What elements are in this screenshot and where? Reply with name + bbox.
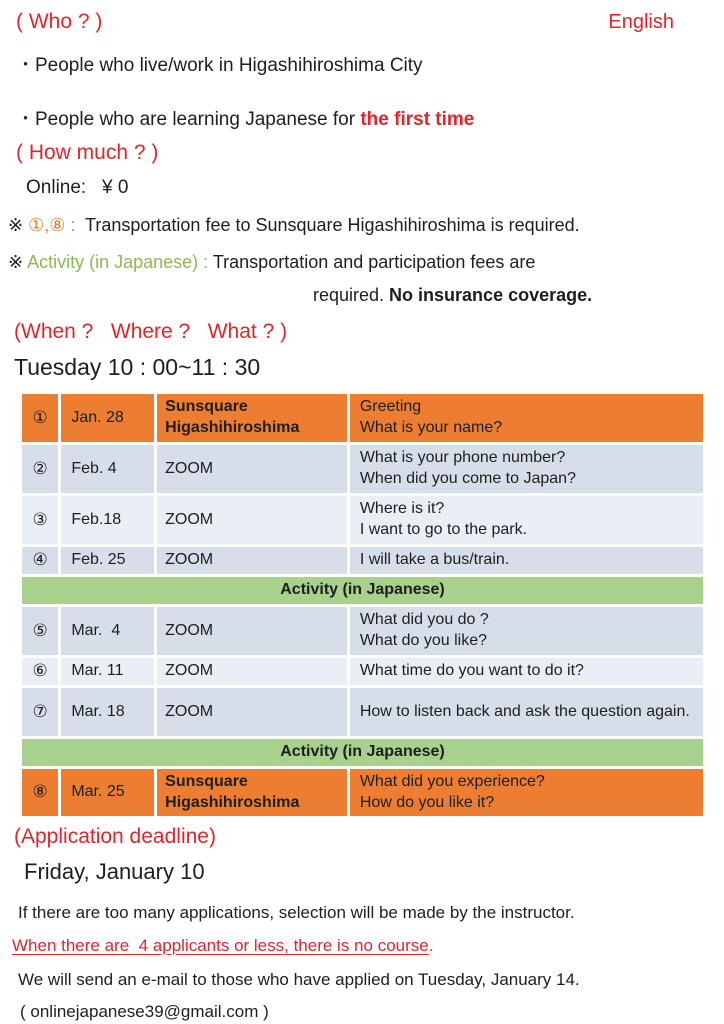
topic-line: What did you experience?	[359, 772, 545, 790]
session-location: Sunsquare Higashihiroshima	[157, 769, 347, 816]
session-number: ⑦	[22, 688, 58, 736]
session-topic	[350, 658, 703, 685]
session-topic	[350, 547, 703, 574]
session-topic	[350, 688, 703, 736]
note-activity-fee-continued	[0, 284, 724, 307]
topic-line: What do you like?	[359, 632, 488, 649]
session-date: Mar. 18	[61, 688, 154, 736]
session-date: Jan. 28	[61, 394, 154, 442]
when-where-what-heading: (When ? Where ? What ? )	[14, 320, 288, 343]
top-row	[0, 10, 724, 34]
session-location: Sunsquare Higashihiroshima	[157, 394, 347, 442]
table-row-session-4	[22, 547, 703, 574]
session-number: ②	[22, 445, 58, 493]
no-insurance-note: No insurance coverage.	[389, 285, 593, 305]
table-row-session-7	[22, 688, 703, 736]
session-date: Feb. 4	[61, 445, 154, 493]
audience-bullet-beginners	[0, 108, 724, 132]
period: .	[428, 936, 434, 955]
activity-band-row	[22, 577, 703, 604]
schedule-table	[19, 391, 706, 819]
session-date: Mar. 25	[61, 769, 154, 816]
session-number: ⑤	[22, 607, 58, 655]
topic-line: How to listen back and ask the question again.	[359, 702, 690, 720]
topic-line: What is your phone number?	[359, 449, 566, 467]
topic-line: I want to go to the park.	[359, 521, 528, 538]
session-topic	[350, 445, 703, 493]
topic-line: What did you do ?	[359, 611, 489, 629]
table-row-session-6	[22, 658, 703, 685]
session-date: Mar. 11	[61, 658, 154, 685]
email-notification-note: We will send an e-mail to those who have applied on Tuesday, January 14.	[18, 970, 580, 989]
reference-mark: ※	[8, 215, 29, 235]
activity-band-row	[22, 739, 703, 766]
note-activity-fee	[0, 251, 724, 274]
session-location: ZOOM	[157, 445, 347, 493]
activity-label: Activity (in Japanese)	[22, 577, 703, 604]
session-number: ④	[22, 547, 58, 574]
note-transportation-fee	[0, 214, 724, 237]
audience-bullet-residents: ・People who live/work in Higashihiroshima City	[16, 55, 423, 76]
session-topic	[350, 496, 703, 544]
underlined-warning: When there are 4 applicants or less, there is no course	[12, 936, 429, 955]
session-number: ③	[22, 496, 58, 544]
first-time-highlight: the first time	[360, 109, 475, 130]
contact-email: ( onlinejapanese39@gmail.com )	[20, 1002, 269, 1021]
topic-line: Where is it?	[359, 500, 445, 518]
table-row-session-1	[22, 394, 703, 442]
note-text: Transportation and participation fees are	[212, 252, 536, 272]
session-number: ⑥	[22, 658, 58, 685]
topic-line: What is your name?	[359, 419, 503, 436]
session-location: ZOOM	[157, 688, 347, 736]
table-row-session-5	[22, 607, 703, 655]
note-text: Transportation fee to Sunsquare Higashihiroshima is required.	[80, 215, 580, 235]
reference-mark: ※	[8, 252, 28, 272]
bullet-text: ・People who are learning Japanese for	[16, 109, 361, 130]
selection-note: If there are too many applications, selection will be made by the instructor.	[18, 903, 575, 922]
application-deadline-heading: (Application deadline)	[14, 825, 216, 848]
topic-line: How do you like it?	[359, 793, 495, 811]
topic-line: What time do you want to do it?	[359, 662, 584, 680]
session-topic	[350, 394, 703, 442]
session-topic	[350, 607, 703, 655]
session-location: ZOOM	[157, 547, 347, 574]
activity-ref: Activity (in Japanese) :	[27, 252, 213, 272]
online-price: Online: ¥ 0	[26, 177, 129, 198]
session-date: Mar. 4	[61, 607, 154, 655]
topic-line: I will take a bus/train.	[359, 551, 510, 569]
activity-label: Activity (in Japanese)	[22, 739, 703, 766]
session-number: ①	[22, 394, 58, 442]
session-date: Feb. 25	[61, 547, 154, 574]
minimum-applicants-note	[0, 935, 724, 956]
topic-line: Greeting	[359, 398, 422, 416]
note-text: required.	[313, 285, 390, 305]
table-row-session-3	[22, 496, 703, 544]
session-location: ZOOM	[157, 496, 347, 544]
schedule-time: Tuesday 10 : 00~11 : 30	[14, 354, 261, 380]
how-much-heading: ( How much ? )	[16, 141, 159, 164]
table-row-session-8	[22, 769, 703, 816]
session-date: Feb.18	[61, 496, 154, 544]
language-label: English	[608, 11, 674, 33]
who-heading: ( Who ? )	[16, 10, 103, 33]
topic-line: When did you come to Japan?	[359, 470, 576, 487]
table-row-session-2	[22, 445, 703, 493]
session-refs: ①,⑧ :	[28, 215, 81, 235]
session-location: ZOOM	[157, 658, 347, 685]
session-location: ZOOM	[157, 607, 347, 655]
session-topic	[350, 769, 703, 816]
deadline-date: Friday, January 10	[24, 859, 205, 884]
session-number: ⑧	[22, 769, 58, 816]
